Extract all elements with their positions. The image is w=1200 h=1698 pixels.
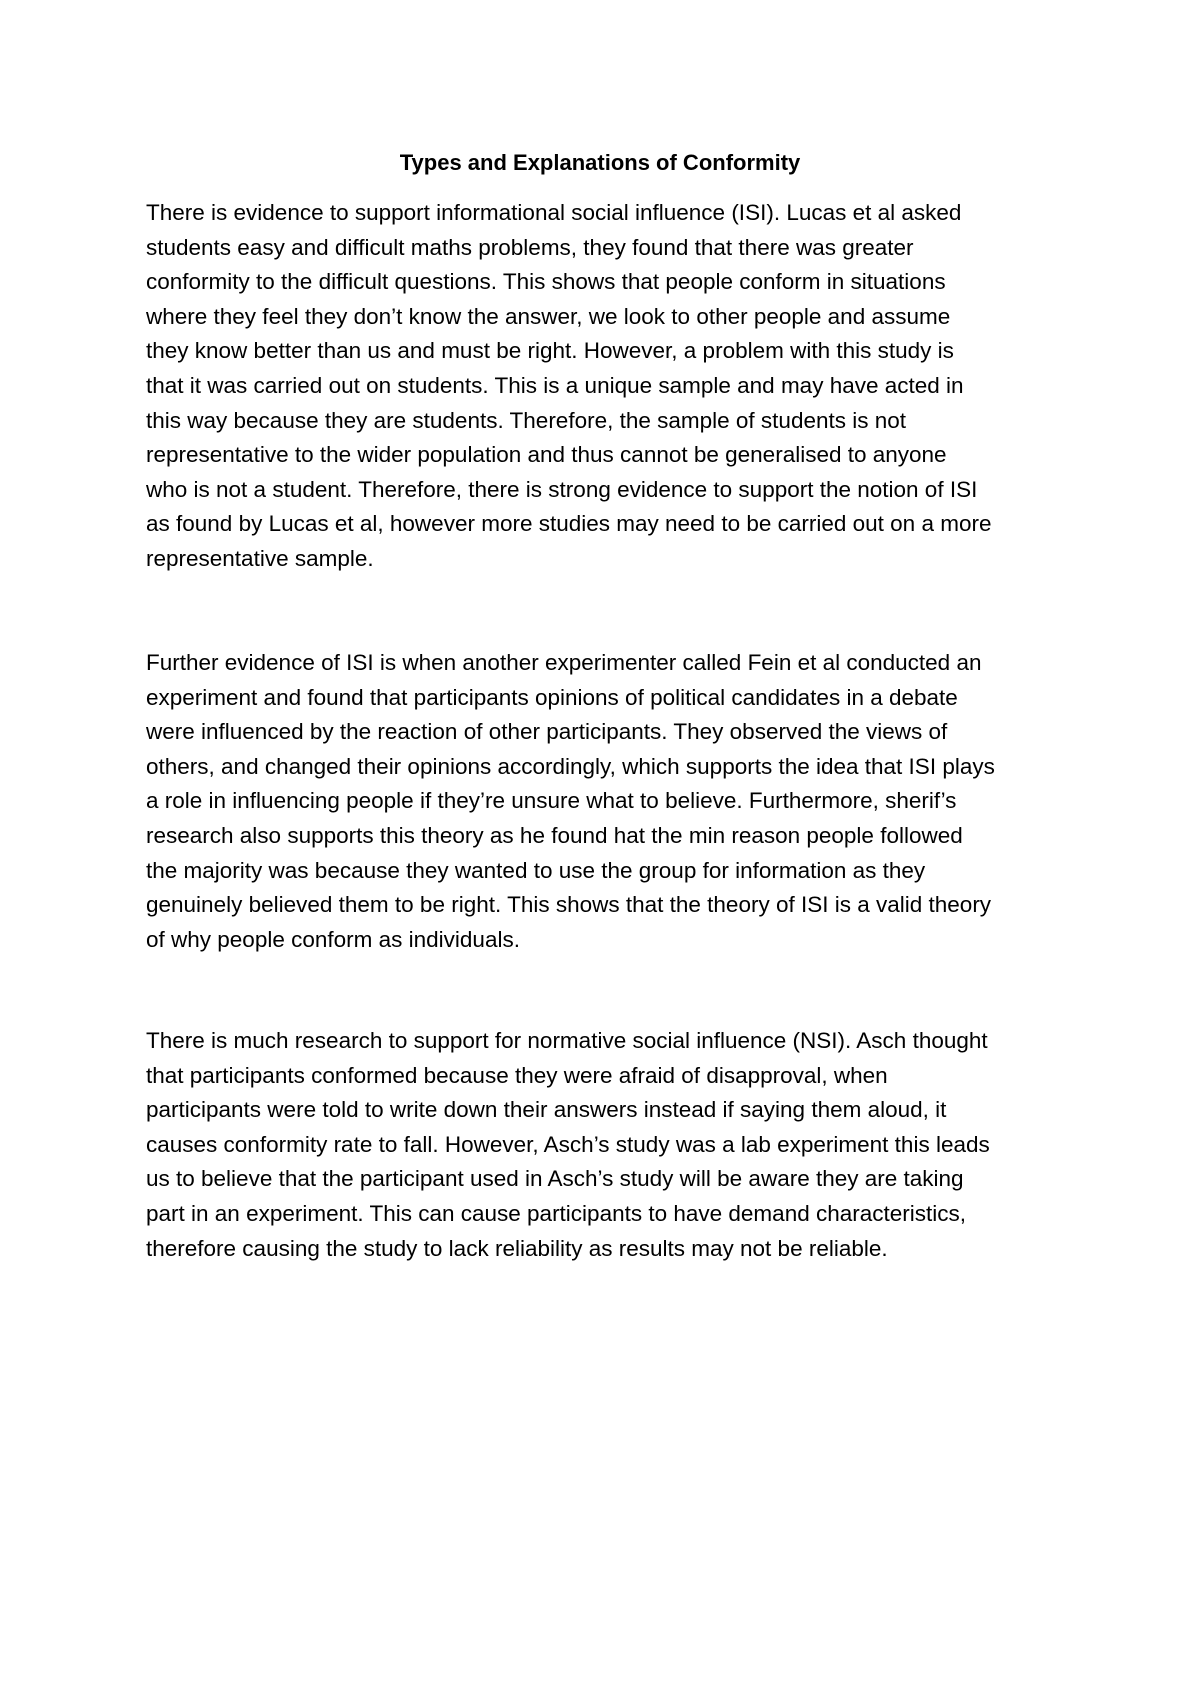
text-line: There is evidence to support informational social influence (ISI). Lucas et al asked [146, 200, 962, 225]
text-line: experiment and found that participants opinions of political candidates in a debate [146, 684, 958, 710]
text-line: others, and changed their opinions accordingly, which supports the idea that ISI plays [146, 753, 995, 779]
text-line: us to believe that the participant used in Asch’s study will be aware they are taking [146, 1166, 964, 1192]
text-line: as found by Lucas et al, however more studies may need to be carried out on a more [146, 511, 992, 537]
text-line: this way because they are students. Therefore, the sample of students is not [146, 407, 907, 433]
text-line: participants were told to write down their answers instead if saying them aloud, it [146, 1097, 947, 1123]
text-line: where they feel they don’t know the answer, we look to other people and assume [146, 303, 951, 329]
text-line: of why people conform as individuals. [146, 926, 520, 952]
text-line: Further evidence of ISI is when another experimenter called Fein et al conducted an [146, 650, 982, 675]
text-line: conformity to the difficult questions. This shows that people conform in situations [146, 269, 946, 295]
text-line: who is not a student. Therefore, there is strong evidence to support the notion of ISI [146, 476, 978, 502]
text-line: that participants conformed because they were afraid of disapproval, when [146, 1062, 888, 1088]
paragraph-nsi-research [146, 1024, 1066, 1266]
text-line: part in an experiment. This can cause participants to have demand characteristics, [146, 1200, 967, 1226]
text-line: a role in influencing people if they’re unsure what to believe. Furthermore, sherif’s [146, 788, 957, 814]
text-line: There is much research to support for normative social influence (NSI). Asch thought [146, 1028, 988, 1053]
document-title: Types and Explanations of Conformity [399, 150, 801, 175]
text-line: genuinely believed them to be right. This shows that the theory of ISI is a valid theory [146, 892, 992, 918]
text-line: they know better than us and must be right. However, a problem with this study is [146, 338, 954, 364]
text-line: students easy and difficult maths problems, they found that there was greater [146, 234, 914, 260]
text-line: research also supports this theory as he found hat the min reason people followed [146, 822, 963, 848]
text-line: that it was carried out on students. This is a unique sample and may have acted in [146, 372, 964, 398]
text-line: therefore causing the study to lack reliability as results may not be reliable. [146, 1235, 888, 1261]
text-line: representative to the wider population and thus cannot be generalised to anyone [146, 442, 947, 468]
paragraph-further-isi-evidence [146, 646, 1066, 957]
text-line: the majority was because they wanted to use the group for information as they [146, 857, 926, 883]
text-line: were influenced by the reaction of other participants. They observed the views of [146, 719, 948, 745]
paragraph-isi-evidence [146, 196, 1066, 577]
text-line: representative sample. [146, 545, 374, 571]
text-line: causes conformity rate to fall. However, Asch’s study was a lab experiment this leads [146, 1131, 990, 1157]
